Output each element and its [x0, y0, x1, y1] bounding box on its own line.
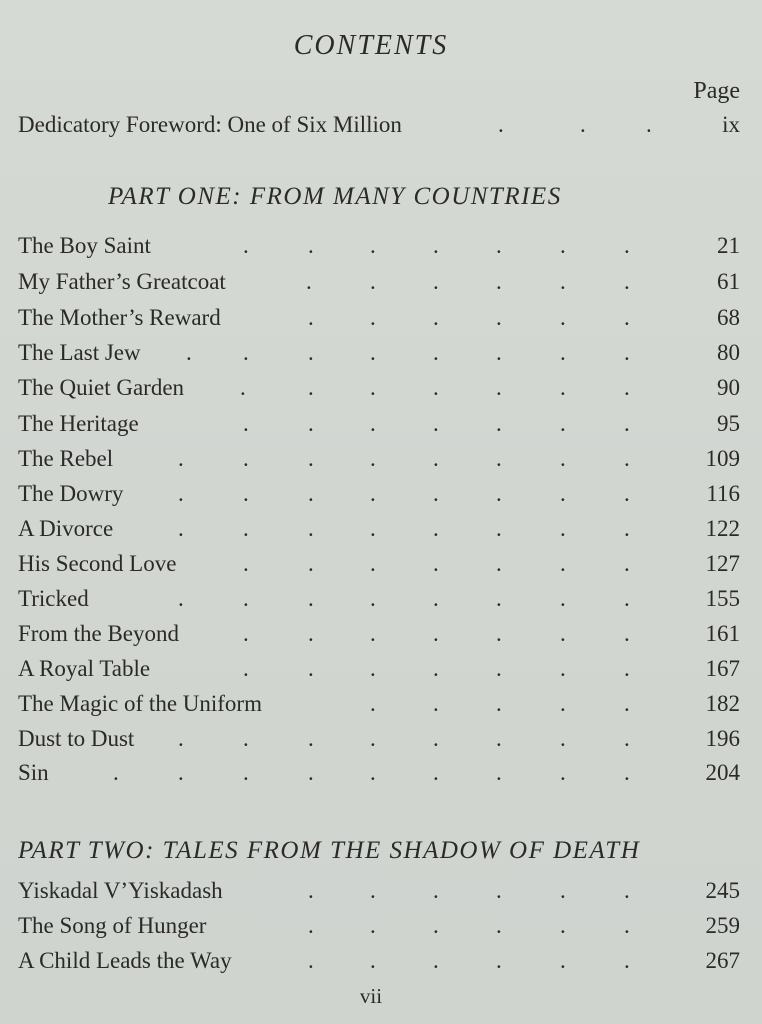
dot-leader [18, 514, 740, 544]
toc-entry [18, 946, 740, 976]
toc-entry-page: 122 [705, 516, 740, 541]
leader-dot: . [624, 948, 630, 973]
leader-dot: . [560, 586, 566, 611]
leader-dot: . [560, 340, 566, 365]
leader-dot: . [243, 726, 249, 751]
leader-dot: . [308, 481, 314, 506]
toc-entry-page: 167 [705, 656, 740, 681]
toc-entry-page: 90 [717, 375, 740, 400]
leader-dot: . [433, 691, 439, 716]
leader-dot: . [433, 621, 439, 646]
dot-leader [18, 584, 740, 614]
leader-dot: . [243, 656, 249, 681]
page-column-label: Page [693, 78, 740, 104]
leader-dot: . [496, 948, 502, 973]
leader-dot: . [624, 913, 630, 938]
toc-entry [18, 267, 740, 297]
leader-dot: . [624, 375, 630, 400]
toc-entry-title: The Heritage [18, 411, 139, 436]
dot-leader [18, 876, 740, 906]
toc-entry-title: His Second Love [18, 551, 177, 576]
leader-dot: . [308, 878, 314, 903]
leader-dot: . [178, 446, 184, 471]
leader-dot: . [496, 446, 502, 471]
leader-dot: . [560, 446, 566, 471]
dot-leader [18, 409, 740, 439]
leader-dot: . [370, 551, 376, 576]
toc-entry [18, 654, 740, 684]
leader-dot: . [624, 481, 630, 506]
leader-dot: . [560, 375, 566, 400]
toc-entry-title: A Child Leads the Way [18, 948, 232, 973]
contents-heading: CONTENTS [293, 30, 449, 61]
leader-dot: . [496, 621, 502, 646]
leader-dot: . [433, 233, 439, 258]
leader-dot: . [308, 586, 314, 611]
leader-dot: . [560, 305, 566, 330]
toc-entry [18, 911, 740, 941]
leader-dot: . [496, 760, 502, 785]
toc-entry-title: The Mother’s Reward [18, 305, 221, 330]
leader-dot: . [178, 760, 184, 785]
dot-leader [18, 911, 740, 941]
leader-dot: . [308, 948, 314, 973]
leader-dot: . [496, 269, 502, 294]
leader-dot: . [624, 621, 630, 646]
leader-dot: . [243, 481, 249, 506]
leader-dot: . [496, 913, 502, 938]
toc-entry-page: 21 [717, 233, 740, 258]
toc-entry-page: 95 [717, 411, 740, 436]
leader-dot: . [370, 481, 376, 506]
toc-entry-page: 80 [717, 340, 740, 365]
leader-dot: . [560, 760, 566, 785]
leader-dot: . [370, 516, 376, 541]
leader-dot: . [433, 726, 439, 751]
leader-dot: . [433, 760, 439, 785]
leader-dot: . [308, 375, 314, 400]
toc-entry [18, 724, 740, 754]
toc-entry-title: From the Beyond [18, 621, 179, 646]
leader-dot: . [433, 878, 439, 903]
leader-dot: . [370, 586, 376, 611]
dot-leader [18, 444, 740, 474]
toc-entry-title: The Quiet Garden [18, 375, 185, 400]
leader-dot: . [370, 878, 376, 903]
leader-dot: . [560, 516, 566, 541]
leader-dot: . [308, 621, 314, 646]
toc-entry-page: 155 [705, 586, 740, 611]
leader-dot: . [496, 481, 502, 506]
leader-dot: . [624, 340, 630, 365]
leader-dot: . [433, 269, 439, 294]
leader-dot: . [624, 878, 630, 903]
toc-entry [18, 231, 740, 261]
leader-dot: . [560, 913, 566, 938]
toc-entry-title: A Royal Table [18, 656, 151, 681]
dot-leader [18, 338, 740, 368]
toc-entry-title: Yiskadal V’Yiskadash [18, 878, 223, 903]
leader-dot: . [178, 481, 184, 506]
toc-entry [18, 619, 740, 649]
leader-dot: . [624, 760, 630, 785]
leader-dot: . [498, 112, 504, 137]
leader-dot: . [496, 586, 502, 611]
toc-entry [18, 689, 740, 719]
leader-dot: . [560, 269, 566, 294]
leader-dot: . [433, 948, 439, 973]
leader-dot: . [624, 446, 630, 471]
leader-dot: . [178, 726, 184, 751]
leader-dot: . [624, 726, 630, 751]
toc-entry-page: 259 [705, 913, 740, 938]
leader-dot: . [433, 516, 439, 541]
toc-entry-title: The Song of Hunger [18, 913, 207, 938]
leader-dot: . [308, 233, 314, 258]
leader-dot: . [496, 691, 502, 716]
leader-dot: . [178, 516, 184, 541]
leader-dot: . [370, 340, 376, 365]
toc-entry-title: The Last Jew [18, 340, 141, 365]
leader-dot: . [243, 446, 249, 471]
dot-leader [18, 110, 740, 140]
leader-dot: . [308, 516, 314, 541]
toc-entry-page: 68 [717, 305, 740, 330]
leader-dot: . [496, 233, 502, 258]
part-two-heading: PART TWO: TALES FROM THE SHADOW OF DEATH [18, 837, 641, 864]
toc-entry-title: Dedicatory Foreword: One of Six Million [18, 112, 402, 137]
leader-dot: . [308, 913, 314, 938]
dot-leader [18, 231, 740, 261]
leader-dot: . [370, 760, 376, 785]
toc-entry-page: 61 [717, 269, 740, 294]
leader-dot: . [624, 305, 630, 330]
toc-entry-page: 127 [705, 551, 740, 576]
toc-entry-page: 245 [705, 878, 740, 903]
leader-dot: . [560, 691, 566, 716]
leader-dot: . [308, 760, 314, 785]
leader-dot: . [496, 340, 502, 365]
toc-entry [18, 479, 740, 509]
leader-dot: . [560, 878, 566, 903]
leader-dot: . [560, 726, 566, 751]
dot-leader [18, 479, 740, 509]
leader-dot: . [580, 112, 586, 137]
leader-dot: . [308, 446, 314, 471]
leader-dot: . [370, 375, 376, 400]
leader-dot: . [560, 551, 566, 576]
leader-dot: . [560, 948, 566, 973]
leader-dot: . [560, 621, 566, 646]
leader-dot: . [243, 340, 249, 365]
leader-dot: . [308, 656, 314, 681]
leader-dot: . [433, 913, 439, 938]
leader-dot: . [370, 269, 376, 294]
toc-entry [18, 758, 740, 788]
dot-leader [18, 946, 740, 976]
toc-entry-page: 267 [705, 948, 740, 973]
toc-entry [18, 373, 740, 403]
leader-dot: . [370, 305, 376, 330]
toc-entry-title: My Father’s Greatcoat [18, 269, 226, 294]
leader-dot: . [243, 233, 249, 258]
toc-entry-title: Dust to Dust [18, 726, 135, 751]
leader-dot: . [496, 516, 502, 541]
leader-dot: . [370, 621, 376, 646]
toc-entry [18, 549, 740, 579]
leader-dot: . [496, 656, 502, 681]
leader-dot: . [433, 340, 439, 365]
toc-entry [18, 338, 740, 368]
leader-dot: . [496, 726, 502, 751]
leader-dot: . [624, 656, 630, 681]
leader-dot: . [243, 586, 249, 611]
toc-entry-page: 116 [706, 481, 740, 506]
dot-leader [18, 549, 740, 579]
leader-dot: . [624, 233, 630, 258]
dot-leader [18, 758, 740, 788]
toc-entry [18, 584, 740, 614]
toc-entry-title: Tricked [18, 586, 89, 611]
leader-dot: . [370, 656, 376, 681]
part-one-heading: PART ONE: FROM MANY COUNTRIES [108, 183, 562, 210]
dot-leader [18, 654, 740, 684]
toc-entry [18, 409, 740, 439]
leader-dot: . [370, 948, 376, 973]
toc-entry [18, 444, 740, 474]
leader-dot: . [646, 112, 652, 137]
toc-entry [18, 876, 740, 906]
leader-dot: . [243, 760, 249, 785]
leader-dot: . [243, 621, 249, 646]
page-number: vii [359, 984, 383, 1008]
leader-dot: . [433, 481, 439, 506]
leader-dot: . [243, 411, 249, 436]
toc-entry-title: A Divorce [18, 516, 114, 541]
dot-leader [18, 689, 740, 719]
leader-dot: . [624, 586, 630, 611]
leader-dot: . [370, 691, 376, 716]
toc-entry-title: The Magic of the Uniform [18, 691, 262, 716]
toc-entry-title: The Dowry [18, 481, 124, 506]
leader-dot: . [308, 726, 314, 751]
toc-entry [18, 303, 740, 333]
leader-dot: . [560, 481, 566, 506]
leader-dot: . [308, 305, 314, 330]
leader-dot: . [560, 233, 566, 258]
dot-leader [18, 724, 740, 754]
leader-dot: . [496, 305, 502, 330]
toc-entry-foreword [18, 110, 740, 140]
leader-dot: . [624, 411, 630, 436]
leader-dot: . [496, 375, 502, 400]
dot-leader [18, 267, 740, 297]
leader-dot: . [496, 411, 502, 436]
toc-entry-page: 161 [705, 621, 740, 646]
leader-dot: . [308, 411, 314, 436]
leader-dot: . [433, 305, 439, 330]
toc-entry-page: 204 [705, 760, 740, 785]
leader-dot: . [243, 551, 249, 576]
leader-dot: . [496, 878, 502, 903]
leader-dot: . [113, 760, 119, 785]
toc-entry [18, 514, 740, 544]
leader-dot: . [433, 411, 439, 436]
toc-entry-title: The Rebel [18, 446, 114, 471]
leader-dot: . [370, 411, 376, 436]
leader-dot: . [560, 656, 566, 681]
leader-dot: . [308, 551, 314, 576]
toc-entry-title: Sin [18, 760, 49, 785]
leader-dot: . [433, 446, 439, 471]
leader-dot: . [370, 446, 376, 471]
leader-dot: . [433, 375, 439, 400]
toc-entry-page: 182 [705, 691, 740, 716]
leader-dot: . [308, 340, 314, 365]
dot-leader [18, 303, 740, 333]
dot-leader [18, 373, 740, 403]
toc-entry-title: The Boy Saint [18, 233, 151, 258]
leader-dot: . [624, 516, 630, 541]
leader-dot: . [178, 586, 184, 611]
leader-dot: . [624, 269, 630, 294]
leader-dot: . [186, 340, 192, 365]
leader-dot: . [240, 375, 246, 400]
leader-dot: . [433, 551, 439, 576]
toc-entry-page: ix [722, 112, 740, 137]
leader-dot: . [370, 913, 376, 938]
leader-dot: . [560, 411, 566, 436]
toc-entry-page: 109 [705, 446, 740, 471]
leader-dot: . [624, 551, 630, 576]
leader-dot: . [496, 551, 502, 576]
leader-dot: . [370, 726, 376, 751]
leader-dot: . [433, 656, 439, 681]
leader-dot: . [306, 269, 312, 294]
leader-dot: . [243, 516, 249, 541]
leader-dot: . [433, 586, 439, 611]
leader-dot: . [624, 691, 630, 716]
dot-leader [18, 619, 740, 649]
toc-entry-page: 196 [705, 726, 740, 751]
leader-dot: . [370, 233, 376, 258]
